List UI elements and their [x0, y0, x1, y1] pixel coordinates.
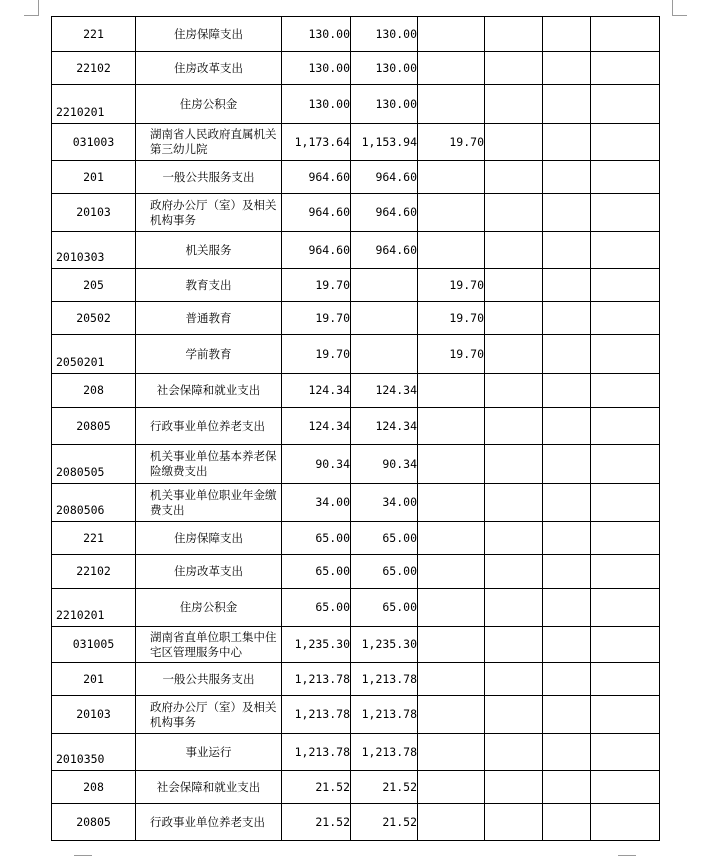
empty-cell — [543, 696, 591, 734]
project-expenditure-cell — [418, 484, 485, 522]
code-cell: 22102 — [52, 555, 136, 589]
empty-cell — [485, 696, 543, 734]
project-expenditure-cell — [418, 589, 485, 627]
total-amount-cell: 1,213.78 — [282, 696, 351, 734]
project-expenditure-cell — [418, 771, 485, 804]
empty-cell — [485, 232, 543, 269]
total-amount-cell: 90.34 — [282, 445, 351, 484]
table-row — [52, 269, 660, 302]
total-amount-cell: 21.52 — [282, 771, 351, 804]
project-expenditure-cell — [418, 696, 485, 734]
name-cell: 住房改革支出 — [136, 52, 282, 85]
empty-cell — [543, 269, 591, 302]
code-cell: 20502 — [52, 302, 136, 335]
name-cell: 政府办公厅（室）及相关机构事务 — [136, 194, 282, 232]
project-expenditure-cell — [418, 85, 485, 124]
empty-cell — [543, 484, 591, 522]
empty-cell — [591, 627, 660, 663]
code-cell: 2210201 — [52, 589, 136, 627]
table-row — [52, 663, 660, 696]
basic-expenditure-cell: 1,153.94 — [351, 124, 418, 161]
empty-cell — [591, 804, 660, 841]
project-expenditure-cell — [418, 232, 485, 269]
empty-cell — [543, 52, 591, 85]
table-row — [52, 445, 660, 484]
basic-expenditure-cell: 21.52 — [351, 771, 418, 804]
empty-cell — [543, 194, 591, 232]
empty-cell — [591, 85, 660, 124]
code-cell: 201 — [52, 663, 136, 696]
total-amount-cell: 124.34 — [282, 374, 351, 408]
code-cell: 20103 — [52, 696, 136, 734]
empty-cell — [485, 627, 543, 663]
total-amount-cell: 65.00 — [282, 589, 351, 627]
empty-cell — [485, 52, 543, 85]
code-cell: 22102 — [52, 52, 136, 85]
project-expenditure-cell — [418, 17, 485, 52]
project-expenditure-cell: 19.70 — [418, 302, 485, 335]
basic-expenditure-cell: 1,213.78 — [351, 734, 418, 771]
empty-cell — [485, 85, 543, 124]
empty-cell — [485, 484, 543, 522]
empty-cell — [543, 374, 591, 408]
empty-cell — [485, 522, 543, 555]
table-row — [52, 589, 660, 627]
total-amount-cell: 65.00 — [282, 522, 351, 555]
empty-cell — [591, 269, 660, 302]
code-cell: 208 — [52, 771, 136, 804]
empty-cell — [591, 335, 660, 374]
project-expenditure-cell — [418, 627, 485, 663]
basic-expenditure-cell: 1,213.78 — [351, 696, 418, 734]
empty-cell — [591, 17, 660, 52]
project-expenditure-cell — [418, 445, 485, 484]
name-cell: 行政事业单位养老支出 — [136, 804, 282, 841]
basic-expenditure-cell: 34.00 — [351, 484, 418, 522]
total-amount-cell: 964.60 — [282, 161, 351, 194]
code-cell: 2050201 — [52, 335, 136, 374]
basic-expenditure-cell: 65.00 — [351, 522, 418, 555]
empty-cell — [543, 771, 591, 804]
total-amount-cell: 130.00 — [282, 17, 351, 52]
basic-expenditure-cell: 124.34 — [351, 374, 418, 408]
total-amount-cell: 19.70 — [282, 269, 351, 302]
name-cell: 湖南省直单位职工集中住宅区管理服务中心 — [136, 627, 282, 663]
empty-cell — [485, 302, 543, 335]
empty-cell — [591, 589, 660, 627]
code-cell: 2010303 — [52, 232, 136, 269]
empty-cell — [543, 522, 591, 555]
empty-cell — [485, 269, 543, 302]
name-cell: 湖南省人民政府直属机关第三幼儿院 — [136, 124, 282, 161]
basic-expenditure-cell — [351, 335, 418, 374]
project-expenditure-cell: 19.70 — [418, 269, 485, 302]
total-amount-cell: 1,213.78 — [282, 663, 351, 696]
total-amount-cell: 130.00 — [282, 52, 351, 85]
basic-expenditure-cell: 1,213.78 — [351, 663, 418, 696]
project-expenditure-cell — [418, 555, 485, 589]
table-row — [52, 374, 660, 408]
empty-cell — [543, 85, 591, 124]
empty-cell — [485, 124, 543, 161]
crop-mark-top-right-v — [672, 0, 673, 15]
table-row — [52, 555, 660, 589]
total-amount-cell: 130.00 — [282, 85, 351, 124]
code-cell: 221 — [52, 522, 136, 555]
empty-cell — [485, 408, 543, 445]
name-cell: 普通教育 — [136, 302, 282, 335]
empty-cell — [543, 335, 591, 374]
empty-cell — [543, 232, 591, 269]
project-expenditure-cell — [418, 194, 485, 232]
empty-cell — [485, 771, 543, 804]
empty-cell — [485, 194, 543, 232]
crop-mark-bottom-right — [618, 855, 636, 856]
empty-cell — [543, 663, 591, 696]
empty-cell — [543, 302, 591, 335]
name-cell: 政府办公厅（室）及相关机构事务 — [136, 696, 282, 734]
total-amount-cell: 19.70 — [282, 335, 351, 374]
empty-cell — [591, 232, 660, 269]
empty-cell — [543, 589, 591, 627]
empty-cell — [485, 804, 543, 841]
empty-cell — [543, 408, 591, 445]
basic-expenditure-cell — [351, 269, 418, 302]
empty-cell — [485, 335, 543, 374]
name-cell: 学前教育 — [136, 335, 282, 374]
table-row — [52, 734, 660, 771]
code-cell: 221 — [52, 17, 136, 52]
empty-cell — [543, 161, 591, 194]
empty-cell — [543, 445, 591, 484]
name-cell: 住房公积金 — [136, 589, 282, 627]
name-cell: 住房公积金 — [136, 85, 282, 124]
code-cell: 201 — [52, 161, 136, 194]
empty-cell — [591, 194, 660, 232]
name-cell: 机关服务 — [136, 232, 282, 269]
basic-expenditure-cell: 65.00 — [351, 555, 418, 589]
empty-cell — [543, 804, 591, 841]
total-amount-cell: 1,235.30 — [282, 627, 351, 663]
project-expenditure-cell — [418, 663, 485, 696]
project-expenditure-cell — [418, 52, 485, 85]
empty-cell — [591, 302, 660, 335]
project-expenditure-cell — [418, 161, 485, 194]
empty-cell — [543, 627, 591, 663]
budget-expenditure-table — [51, 16, 660, 841]
empty-cell — [591, 522, 660, 555]
empty-cell — [591, 771, 660, 804]
total-amount-cell: 65.00 — [282, 555, 351, 589]
table-row — [52, 696, 660, 734]
empty-cell — [591, 734, 660, 771]
total-amount-cell: 964.60 — [282, 194, 351, 232]
table-row — [52, 804, 660, 841]
empty-cell — [591, 696, 660, 734]
basic-expenditure-cell: 964.60 — [351, 232, 418, 269]
empty-cell — [543, 555, 591, 589]
code-cell: 031003 — [52, 124, 136, 161]
empty-cell — [591, 124, 660, 161]
crop-mark-top-left-h — [24, 15, 39, 16]
total-amount-cell: 124.34 — [282, 408, 351, 445]
crop-mark-top-right-h — [672, 15, 687, 16]
basic-expenditure-cell: 964.60 — [351, 194, 418, 232]
project-expenditure-cell — [418, 408, 485, 445]
name-cell: 社会保障和就业支出 — [136, 771, 282, 804]
code-cell: 2010350 — [52, 734, 136, 771]
project-expenditure-cell — [418, 374, 485, 408]
code-cell: 2080505 — [52, 445, 136, 484]
project-expenditure-cell: 19.70 — [418, 124, 485, 161]
basic-expenditure-cell: 90.34 — [351, 445, 418, 484]
name-cell: 一般公共服务支出 — [136, 663, 282, 696]
basic-expenditure-cell: 130.00 — [351, 85, 418, 124]
table-row — [52, 522, 660, 555]
basic-expenditure-cell: 21.52 — [351, 804, 418, 841]
table-row — [52, 124, 660, 161]
table-body — [52, 17, 660, 841]
code-cell: 208 — [52, 374, 136, 408]
empty-cell — [485, 555, 543, 589]
crop-mark-top-left-v — [38, 0, 39, 15]
total-amount-cell: 21.52 — [282, 804, 351, 841]
name-cell: 一般公共服务支出 — [136, 161, 282, 194]
code-cell: 20805 — [52, 804, 136, 841]
name-cell: 住房保障支出 — [136, 17, 282, 52]
table-row — [52, 302, 660, 335]
table-row — [52, 85, 660, 124]
name-cell: 行政事业单位养老支出 — [136, 408, 282, 445]
code-cell: 20805 — [52, 408, 136, 445]
table-row — [52, 232, 660, 269]
empty-cell — [543, 17, 591, 52]
empty-cell — [485, 374, 543, 408]
basic-expenditure-cell: 964.60 — [351, 161, 418, 194]
project-expenditure-cell — [418, 522, 485, 555]
basic-expenditure-cell: 65.00 — [351, 589, 418, 627]
project-expenditure-cell — [418, 734, 485, 771]
table-row — [52, 194, 660, 232]
code-cell: 2080506 — [52, 484, 136, 522]
basic-expenditure-cell: 130.00 — [351, 17, 418, 52]
total-amount-cell: 1,173.64 — [282, 124, 351, 161]
empty-cell — [591, 484, 660, 522]
table-row — [52, 408, 660, 445]
empty-cell — [591, 445, 660, 484]
empty-cell — [485, 161, 543, 194]
name-cell: 事业运行 — [136, 734, 282, 771]
table-row — [52, 52, 660, 85]
total-amount-cell: 34.00 — [282, 484, 351, 522]
table-row — [52, 335, 660, 374]
table-row — [52, 484, 660, 522]
code-cell: 20103 — [52, 194, 136, 232]
empty-cell — [485, 734, 543, 771]
empty-cell — [543, 124, 591, 161]
total-amount-cell: 1,213.78 — [282, 734, 351, 771]
empty-cell — [591, 408, 660, 445]
basic-expenditure-cell — [351, 302, 418, 335]
empty-cell — [591, 555, 660, 589]
table-row — [52, 17, 660, 52]
basic-expenditure-cell: 130.00 — [351, 52, 418, 85]
code-cell: 205 — [52, 269, 136, 302]
basic-expenditure-cell: 1,235.30 — [351, 627, 418, 663]
empty-cell — [591, 161, 660, 194]
empty-cell — [591, 374, 660, 408]
empty-cell — [591, 52, 660, 85]
empty-cell — [543, 734, 591, 771]
project-expenditure-cell: 19.70 — [418, 335, 485, 374]
empty-cell — [591, 663, 660, 696]
name-cell: 住房改革支出 — [136, 555, 282, 589]
name-cell: 机关事业单位职业年金缴费支出 — [136, 484, 282, 522]
table-row — [52, 771, 660, 804]
table-row — [52, 161, 660, 194]
code-cell: 031005 — [52, 627, 136, 663]
total-amount-cell: 19.70 — [282, 302, 351, 335]
empty-cell — [485, 663, 543, 696]
basic-expenditure-cell: 124.34 — [351, 408, 418, 445]
name-cell: 教育支出 — [136, 269, 282, 302]
empty-cell — [485, 17, 543, 52]
name-cell: 机关事业单位基本养老保险缴费支出 — [136, 445, 282, 484]
name-cell: 社会保障和就业支出 — [136, 374, 282, 408]
empty-cell — [485, 445, 543, 484]
name-cell: 住房保障支出 — [136, 522, 282, 555]
empty-cell — [485, 589, 543, 627]
total-amount-cell: 964.60 — [282, 232, 351, 269]
project-expenditure-cell — [418, 804, 485, 841]
crop-mark-bottom-left — [74, 855, 92, 856]
table-row — [52, 627, 660, 663]
code-cell: 2210201 — [52, 85, 136, 124]
